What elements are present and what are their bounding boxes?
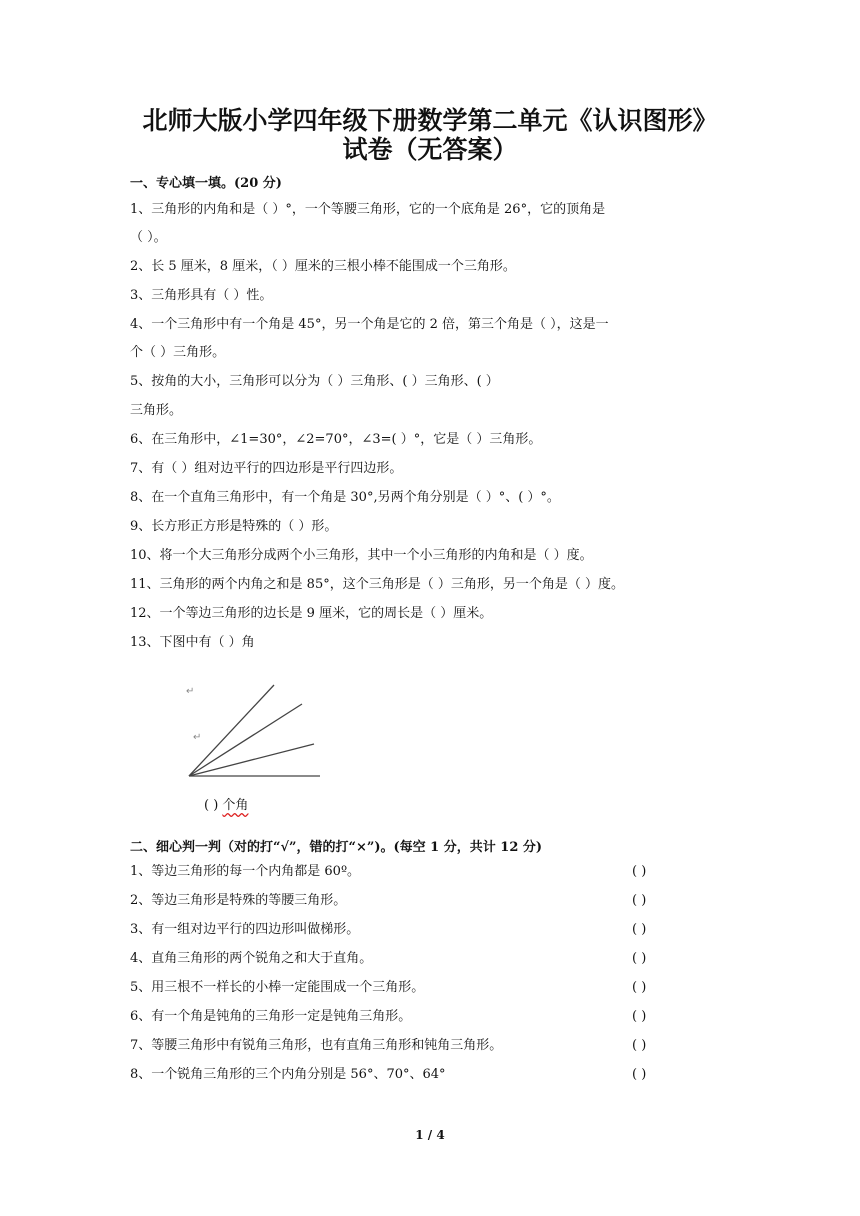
q5-line: 5、按角的大小，三角形可以分为（ ）三角形、( ）三角形、( ） — [130, 374, 499, 389]
judge-item-8: 8、一个锐角三角形的三个内角分别是 56°、70°、64° — [130, 1067, 446, 1082]
q10-line: 10、将一个大三角形分成两个小三角形，其中一个小三角形的内角和是（ ）度。 — [130, 548, 593, 563]
page-subtitle: 试卷（无答案） — [342, 135, 518, 164]
page-number: 1 / 4 — [415, 1128, 445, 1142]
q4-line-cont: 个（ ）三角形。 — [130, 345, 226, 360]
judge-blank-6[interactable]: ( ) — [632, 1009, 647, 1024]
judge-item-4: 4、直角三角形的两个锐角之和大于直角。 — [130, 951, 373, 966]
angle-rays-figure — [180, 680, 330, 790]
judge-blank-5[interactable]: ( ) — [632, 980, 647, 995]
judge-item-7: 7、等腰三角形中有锐角三角形，也有直角三角形和钝角三角形。 — [130, 1038, 503, 1053]
judge-blank-2[interactable]: ( ) — [632, 893, 647, 908]
q13-line: 13、下图中有（ ）角 — [130, 635, 255, 650]
q4-line: 4、一个三角形中有一个角是 45°，另一个角是它的 2 倍，第三个角是（ ），这是一 — [130, 317, 609, 332]
judge-item-3: 3、有一组对边平行的四边形叫做梯形。 — [130, 922, 360, 937]
figure-caption-blank: ( ) — [204, 798, 219, 813]
q12-line: 12、一个等边三角形的边长是 9 厘米，它的周长是（ ）厘米。 — [130, 606, 493, 621]
q5-line-cont: 三角形。 — [130, 403, 183, 418]
q9-line: 9、长方形正方形是特殊的（ ）形。 — [130, 519, 338, 534]
q1-line-cont: （ ）。 — [130, 230, 167, 245]
judge-blank-7[interactable]: ( ) — [632, 1038, 647, 1053]
ray-1 — [189, 744, 314, 776]
judge-item-5: 5、用三根不一样长的小棒一定能围成一个三角形。 — [130, 980, 425, 995]
judge-item-1: 1、等边三角形的每一个内角都是 60º。 — [130, 864, 361, 879]
judge-blank-1[interactable]: ( ) — [632, 864, 647, 879]
judge-blank-4[interactable]: ( ) — [632, 951, 647, 966]
q7-line: 7、有（ ）组对边平行的四边形是平行四边形。 — [130, 461, 403, 476]
judge-blank-8[interactable]: ( ) — [632, 1067, 647, 1082]
q6-line: 6、在三角形中，∠1=30°，∠2=70°，∠3=( ）°，它是（ ）三角形。 — [130, 432, 542, 447]
q2-line: 2、长 5 厘米，8 厘米，（ ）厘米的三根小棒不能围成一个三角形。 — [130, 259, 516, 274]
section2-heading: 二、细心判一判（对的打“√”，错的打“×”)。(每空 1 分，共计 12 分) — [130, 840, 543, 855]
q11-line: 11、三角形的两个内角之和是 85°，这个三角形是（ ）三角形，另一个角是（ ）度。 — [130, 577, 624, 592]
judge-item-6: 6、有一个角是钝角的三角形一定是钝角三角形。 — [130, 1009, 412, 1024]
q3-line: 3、三角形具有（ ）性。 — [130, 288, 273, 303]
q8-line: 8、在一个直角三角形中，有一个角是 30°,另两个角分别是（ ）°、( ）°。 — [130, 490, 560, 505]
figure-caption — [204, 794, 248, 813]
judge-item-2: 2、等边三角形是特殊的等腰三角形。 — [130, 893, 347, 908]
figure-caption-text: 个角 — [222, 798, 249, 813]
q1-line: 1、三角形的内角和是（ ）°，一个等腰三角形，它的一个底角是 26°，它的顶角是 — [130, 202, 606, 217]
return-mark-2: ↵ — [193, 732, 202, 743]
judge-blank-3[interactable]: ( ) — [632, 922, 647, 937]
page-title: 北师大版小学四年级下册数学第二单元《认识图形》 — [142, 106, 718, 135]
return-mark-1: ↵ — [186, 686, 195, 697]
section1-heading: 一、专心填一填。(20 分) — [130, 176, 282, 191]
